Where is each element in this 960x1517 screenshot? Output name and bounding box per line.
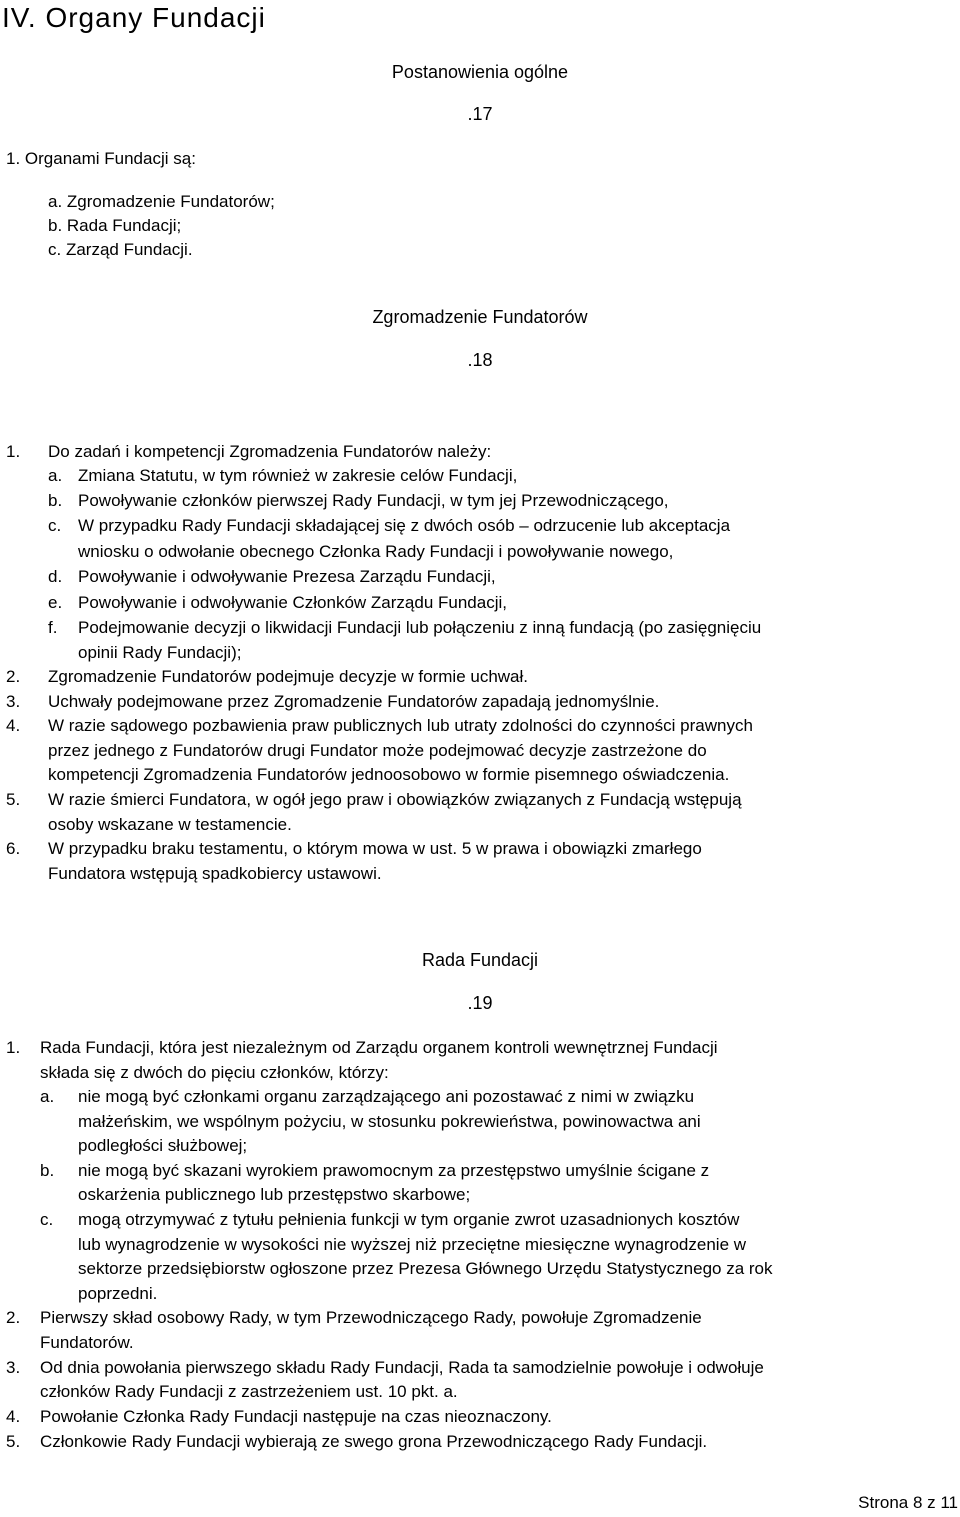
list-item-continuation: składa się z dwóch do pięciu członków, którzy: — [40, 1063, 389, 1082]
list-item: b. nie mogą być skazani wyrokiem prawomocnym za przestępstwo umyślnie ścigane z — [40, 1161, 710, 1180]
list-item: a. Zgromadzenie Fundatorów; — [48, 192, 275, 211]
chapter-title: IV. Organy Fundacji — [2, 2, 266, 33]
paragraph-number-17: .17 — [467, 104, 493, 124]
paragraph-number-18: .18 — [467, 350, 493, 370]
list-item-continuation: przez jednego z Fundatorów drugi Fundator może podejmować decyzje zastrzeżone do — [48, 741, 707, 760]
list-item-continuation: oskarżenia publicznego lub przestępstwo skarbowe; — [78, 1185, 471, 1204]
paragraph-number-19: .19 — [467, 993, 493, 1013]
list-item: c. Zarząd Fundacji. — [48, 240, 193, 259]
section-title-council: Rada Fundacji — [421, 950, 539, 970]
list-item-continuation: wniosku o odwołanie obecnego Członka Rady Fundacji i powoływanie nowego, — [78, 542, 674, 561]
list-item-continuation: Fundatora wstępują spadkobiercy ustawowi. — [48, 864, 382, 883]
section-title-assembly: Zgromadzenie Fundatorów — [372, 307, 588, 327]
organs-intro: 1. Organami Fundacji są: — [6, 149, 196, 168]
list-item: 3. Od dnia powołania pierwszego składu Rady Fundacji, Rada ta samodzielnie powołuje i odwołuje — [6, 1358, 764, 1377]
list-item: 3. Uchwały podejmowane przez Zgromadzenie Fundatorów zapadają jednomyślnie. — [6, 692, 660, 711]
list-item: b. Powoływanie członków pierwszej Rady Fundacji, w tym jej Przewodniczącego, — [48, 491, 669, 510]
list-item-continuation: małżeńskim, we wspólnym pożyciu, w stosunku pokrewieństwa, powinowactwa ani — [78, 1112, 701, 1131]
list-item-continuation: sektorze przedsiębiorstw ogłoszone przez Prezesa Głównego Urzędu Statystycznego za rok — [78, 1259, 773, 1278]
list-item-continuation: podległości służbowej; — [78, 1136, 248, 1155]
list-item: 4. Powołanie Członka Rady Fundacji następuje na czas nieoznaczony. — [6, 1407, 552, 1426]
list-item: 1. Rada Fundacji, która jest niezależnym od Zarządu organem kontroli wewnętrznej Fundacji — [6, 1038, 718, 1057]
list-item: 2. Pierwszy skład osobowy Rady, w tym Przewodniczącego Rady, powołuje Zgromadzenie — [6, 1308, 702, 1327]
list-item: 1. Do zadań i kompetencji Zgromadzenia Fundatorów należy: — [6, 442, 492, 461]
list-item: f. Podejmowanie decyzji o likwidacji Fundacji lub połączeniu z inną fundacją (po zasięgnięciu — [48, 618, 762, 637]
list-item-continuation: opinii Rady Fundacji); — [78, 643, 242, 662]
list-item: d. Powoływanie i odwoływanie Prezesa Zarządu Fundacji, — [48, 567, 496, 586]
list-item-continuation: kompetencji Zgromadzenia Fundatorów jednoosobowo w formie pisemnego oświadczenia. — [48, 765, 730, 784]
list-item-continuation: poprzedni. — [78, 1284, 158, 1303]
list-item-continuation: lub wynagrodzenie w wysokości nie wyższej niż przeciętne miesięczne wynagrodzenie w — [78, 1235, 747, 1254]
list-item: a. Zmiana Statutu, w tym również w zakresie celów Fundacji, — [48, 466, 518, 485]
section-title-general: Postanowienia ogólne — [391, 62, 569, 82]
list-item: c. mogą otrzymywać z tytułu pełnienia funkcji w tym organie zwrot uzasadnionych kosztów — [40, 1210, 740, 1229]
list-item: a. nie mogą być członkami organu zarządzającego ani pozostawać z nimi w związku — [40, 1087, 695, 1106]
list-item-continuation: Fundatorów. — [40, 1333, 134, 1352]
list-item: 6. W przypadku braku testamentu, o którym mowa w ust. 5 w prawa i obowiązki zmarłego — [6, 839, 702, 858]
list-item-continuation: osoby wskazane w testamencie. — [48, 815, 292, 834]
list-item: e. Powoływanie i odwoływanie Członków Zarządu Fundacji, — [48, 593, 507, 612]
page-number: Strona 8 z 11 — [858, 1493, 958, 1512]
list-item: 2. Zgromadzenie Fundatorów podejmuje decyzje w formie uchwał. — [6, 667, 529, 686]
list-item: c. W przypadku Rady Fundacji składającej się z dwóch osób – odrzucenie lub akceptacja — [48, 516, 731, 535]
list-item-continuation: członków Rady Fundacji z zastrzeżeniem ust. 10 pkt. a. — [40, 1382, 458, 1401]
list-item: b. Rada Fundacji; — [48, 216, 182, 235]
list-item: 4. W razie sądowego pozbawienia praw publicznych lub utraty zdolności do czynności prawnych — [6, 716, 753, 735]
list-item: 5. Członkowie Rady Fundacji wybierają ze swego grona Przewodniczącego Rady Fundacji. — [6, 1432, 708, 1451]
list-item: 5. W razie śmierci Fundatora, w ogół jego praw i obowiązków związanych z Fundacją wstępują — [6, 790, 742, 809]
